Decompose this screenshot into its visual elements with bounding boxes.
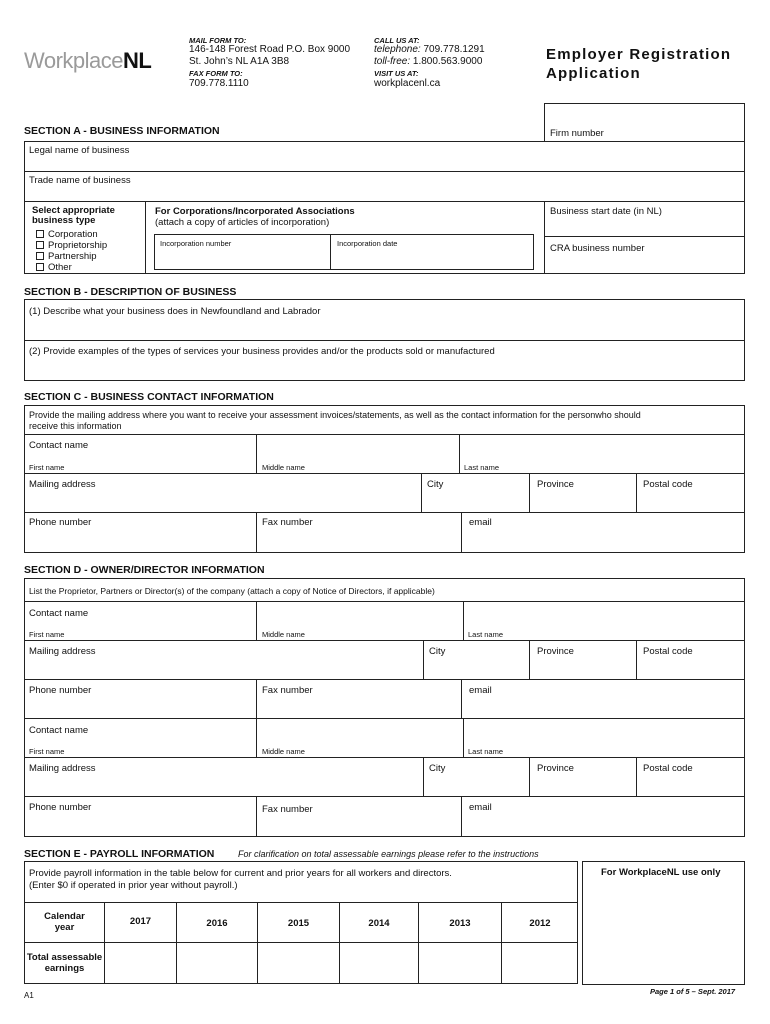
d1-fax-label: Fax number — [262, 685, 313, 696]
corporation-heading: For Corporations/Incorporated Associations — [155, 206, 355, 217]
section-c-intro-line2: receive this information — [29, 421, 122, 431]
d1-province-label: Province — [537, 646, 574, 657]
d2-email-label: email — [469, 802, 492, 813]
year-2014-header: 2014 — [368, 918, 390, 929]
c-middle-name-label: Middle name — [262, 463, 305, 472]
section-e-intro — [29, 868, 452, 892]
d2-postal-code-label: Postal code — [643, 763, 693, 774]
type-partnership-label: Partnership — [48, 251, 97, 262]
d2-last-name-label: Last name — [468, 747, 504, 756]
c-last-name-label: Last name — [464, 463, 500, 472]
d1-postal-code-label: Postal code — [643, 646, 693, 657]
type-corporation-label: Corporation — [48, 229, 98, 240]
year-2015-header: 2015 — [287, 918, 310, 929]
logo-workplace-text: Workplace — [24, 48, 124, 73]
logo-nl-text: NL — [123, 48, 152, 73]
legal-name-field[interactable] — [24, 141, 745, 172]
trade-name-label: Trade name of business — [29, 175, 131, 186]
corporation-subheading: (attach a copy of articles of incorporation) — [155, 217, 330, 228]
earnings-2016-field[interactable] — [177, 943, 256, 983]
d1-last-name-label: Last name — [468, 630, 504, 639]
d1-first-name-label: First name — [29, 630, 65, 639]
mail-form-label: MAIL FORM TO: — [189, 36, 247, 45]
d1-phone-label: Phone number — [29, 685, 92, 696]
d2-phone-label: Phone number — [29, 802, 92, 813]
earnings-2014-field[interactable] — [340, 943, 417, 983]
fax-form-label: FAX FORM TO: — [189, 69, 243, 78]
d2-mailing-address-label: Mailing address — [29, 763, 96, 774]
section-d-heading: SECTION D - OWNER/DIRECTOR INFORMATION — [24, 564, 265, 576]
section-c-heading: SECTION C - BUSINESS CONTACT INFORMATION — [24, 391, 274, 403]
d1-email-field[interactable] — [462, 680, 744, 717]
business-type-heading — [32, 206, 115, 226]
earnings-2013-field[interactable] — [419, 943, 500, 983]
d2-email-field[interactable] — [462, 797, 744, 836]
call-us-label: CALL US AT: — [374, 36, 420, 45]
section-c-intro-line1: Provide the mailing address where you want to receive your assessment invoices/statements, as well as the contact information for the personwho should — [29, 410, 641, 420]
section-e-intro-line2: (Enter $0 if operated in prior year without payroll.) — [29, 880, 238, 891]
incorporation-number-field[interactable] — [155, 235, 329, 269]
c-province-label: Province — [537, 479, 574, 490]
workplacenl-logo — [24, 48, 151, 74]
d2-contact-name-label: Contact name — [29, 725, 89, 736]
type-other-label: Other — [48, 262, 72, 273]
c-contact-name-label: Contact name — [29, 440, 89, 451]
form-title-line1: Employer Registration — [546, 46, 732, 63]
total-earnings-header — [25, 952, 104, 974]
year-2013-header: 2013 — [449, 918, 471, 929]
d2-last-name-field[interactable] — [464, 719, 744, 756]
type-proprietorship-label: Proprietorship — [48, 240, 108, 251]
c-phone-label: Phone number — [29, 517, 92, 528]
d2-city-label: City — [429, 763, 446, 774]
business-type-heading-line1: Select appropriate — [32, 205, 115, 216]
d2-province-label: Province — [537, 763, 574, 774]
fax-form-number: 709.778.1110 — [189, 78, 249, 89]
d1-email-label: email — [469, 685, 492, 696]
section-e-heading: SECTION E - PAYROLL INFORMATION — [24, 848, 215, 860]
c-fax-label: Fax number — [262, 517, 313, 528]
trade-name-field[interactable] — [24, 171, 745, 202]
earnings-2012-field[interactable] — [502, 943, 577, 983]
mail-address-line1: 146-148 Forest Road P.O. Box 9000 — [189, 44, 351, 55]
d2-fax-field[interactable] — [257, 797, 460, 836]
tollfree-number: 1.800.563.9000 — [412, 56, 483, 67]
type-corporation[interactable] — [36, 229, 98, 240]
page-info: Page 1 of 5 – Sept. 2017 — [650, 987, 736, 996]
corporation-checkbox[interactable] — [36, 230, 44, 238]
business-type-heading-line2: business type — [32, 215, 96, 226]
calendar-year-header-line1: Calendar — [44, 911, 85, 922]
earnings-2015-field[interactable] — [258, 943, 338, 983]
form-title-line2: Application — [546, 65, 641, 82]
website-link[interactable]: workplacenl.ca — [374, 78, 441, 89]
earnings-2017-field[interactable] — [105, 943, 175, 983]
cra-business-number-label: CRA business number — [550, 243, 645, 254]
tollfree-line — [374, 56, 482, 67]
d1-contact-name-label: Contact name — [29, 608, 89, 619]
c-first-name-label: First name — [29, 463, 65, 472]
products-services-label: (2) Provide examples of the types of services your business provides and/or the products sold or manufactured — [29, 346, 495, 357]
c-mailing-address-label: Mailing address — [29, 479, 96, 490]
section-e-note: For clarification on total assessable earnings please refer to the instructions — [238, 849, 539, 859]
business-description-label: (1) Describe what your business does in Newfoundland and Labrador — [29, 306, 321, 317]
d1-mailing-address-label: Mailing address — [29, 646, 96, 657]
type-partnership[interactable] — [36, 251, 97, 262]
office-use-box — [582, 861, 745, 985]
c-email-field[interactable] — [462, 513, 744, 552]
legal-name-label: Legal name of business — [29, 145, 130, 156]
year-2016-header: 2016 — [206, 918, 228, 929]
incorporation-date-label: Incorporation date — [337, 239, 398, 248]
d2-middle-name-label: Middle name — [262, 747, 305, 756]
form-title — [546, 45, 731, 83]
total-earnings-header-line2: earnings — [44, 963, 85, 974]
tollfree-label: toll-free: — [374, 56, 411, 67]
section-b-heading: SECTION B - DESCRIPTION OF BUSINESS — [24, 286, 237, 298]
type-proprietorship[interactable] — [36, 240, 107, 251]
c-email-label: email — [469, 517, 492, 528]
c-last-name-field[interactable] — [460, 435, 744, 472]
cra-business-number-field[interactable] — [545, 237, 744, 273]
c-city-label: City — [427, 479, 444, 490]
section-a-heading: SECTION A - BUSINESS INFORMATION — [24, 125, 220, 137]
d1-middle-name-label: Middle name — [262, 630, 305, 639]
business-start-date-field[interactable] — [545, 202, 744, 235]
year-2012-header: 2012 — [529, 918, 551, 929]
firm-number-label: Firm number — [550, 128, 604, 139]
d1-last-name-field[interactable] — [464, 602, 744, 639]
incorporation-date-field[interactable] — [331, 235, 533, 269]
office-use-label: For WorkplaceNL use only — [601, 867, 721, 878]
form-code: A1 — [24, 991, 34, 1000]
incorporation-number-label: Incorporation number — [160, 239, 232, 248]
type-other[interactable] — [36, 262, 72, 273]
business-start-date-label: Business start date (in NL) — [550, 206, 662, 217]
calendar-year-header-line2: year — [54, 922, 75, 933]
year-2017-header: 2017 — [129, 916, 152, 927]
telephone-label: telephone: — [374, 44, 421, 55]
c-postal-code-label: Postal code — [643, 479, 693, 490]
calendar-year-header — [25, 911, 104, 933]
mail-address-line2: St. John’s NL A1A 3B8 — [189, 56, 290, 67]
telephone-number: 709.778.1291 — [423, 44, 485, 55]
section-c-intro — [29, 410, 641, 432]
total-earnings-header-line1: Total assessable — [26, 952, 103, 963]
telephone-line — [374, 44, 485, 55]
proprietorship-checkbox[interactable] — [36, 241, 44, 249]
visit-us-label: VISIT US AT: — [374, 69, 419, 78]
section-d-intro: List the Proprietor, Partners or Director(s) of the company (attach a copy of Notice of Directors, if applicable) — [29, 586, 435, 596]
d1-city-label: City — [429, 646, 446, 657]
partnership-checkbox[interactable] — [36, 252, 44, 260]
d2-fax-label: Fax number — [262, 804, 313, 815]
section-e-intro-line1: Provide payroll information in the table below for current and prior years for all workers and directors. — [29, 868, 452, 879]
d2-first-name-label: First name — [29, 747, 65, 756]
other-checkbox[interactable] — [36, 263, 44, 271]
